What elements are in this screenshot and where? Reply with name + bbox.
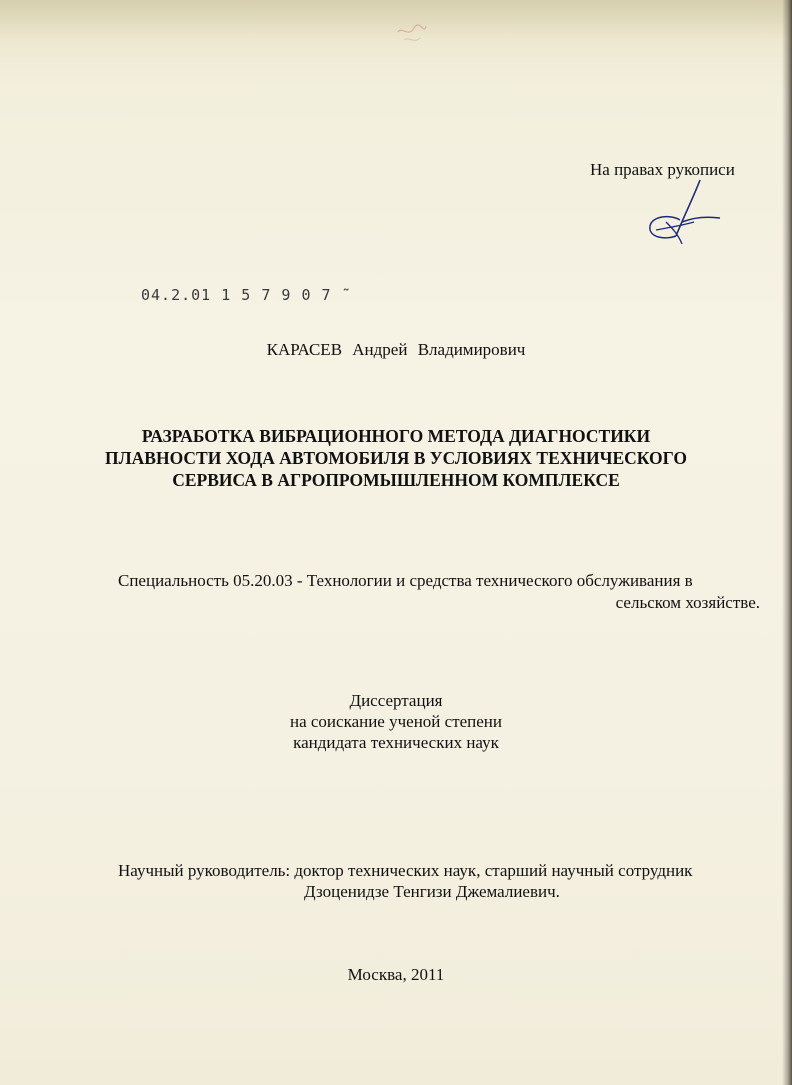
supervisor-block bbox=[118, 860, 768, 902]
title-line: РАЗРАБОТКА ВИБРАЦИОННОГО МЕТОДА ДИАГНОСТИКИ bbox=[141, 426, 651, 446]
degree-line-1: Диссертация bbox=[349, 691, 443, 710]
city-year: Москва, 2011 bbox=[347, 965, 445, 984]
supervisor-line-1: Научный руководитель: доктор технических наук, старший научный сотрудник bbox=[118, 861, 693, 880]
manuscript-rights-note: На правах рукописи bbox=[590, 160, 735, 179]
degree-statement bbox=[0, 690, 792, 753]
specialty-line-2: сельском хозяйстве. bbox=[615, 593, 760, 612]
degree-line-2: на соискание ученой степени bbox=[289, 712, 503, 731]
author-name: КАРАСЕВ Андрей Владимирович bbox=[266, 340, 526, 359]
supervisor-name: Дзоценидзе Тенгизи Джемалиевич. bbox=[304, 882, 560, 901]
page-right-edge-shadow bbox=[782, 0, 792, 1085]
title-line: ПЛАВНОСТИ ХОДА АВТОМОБИЛЯ В УСЛОВИЯХ ТЕХНИЧЕСКОГО bbox=[105, 448, 687, 468]
degree-line-3: кандидата технических наук bbox=[293, 733, 499, 752]
specialty-line-1: Специальность 05.20.03 - Технологии и средства технического обслуживания в bbox=[118, 571, 693, 590]
archive-stamp-number: 04.2.01 1 5 7 9 0 7 ˜ bbox=[141, 286, 352, 304]
title-line: СЕРВИСА В АГРОПРОМЫШЛЕННОМ КОМПЛЕКСЕ bbox=[172, 470, 620, 490]
dissertation-title bbox=[100, 425, 692, 491]
handwritten-signature-icon bbox=[636, 178, 726, 248]
red-ink-mark-icon bbox=[392, 18, 432, 48]
